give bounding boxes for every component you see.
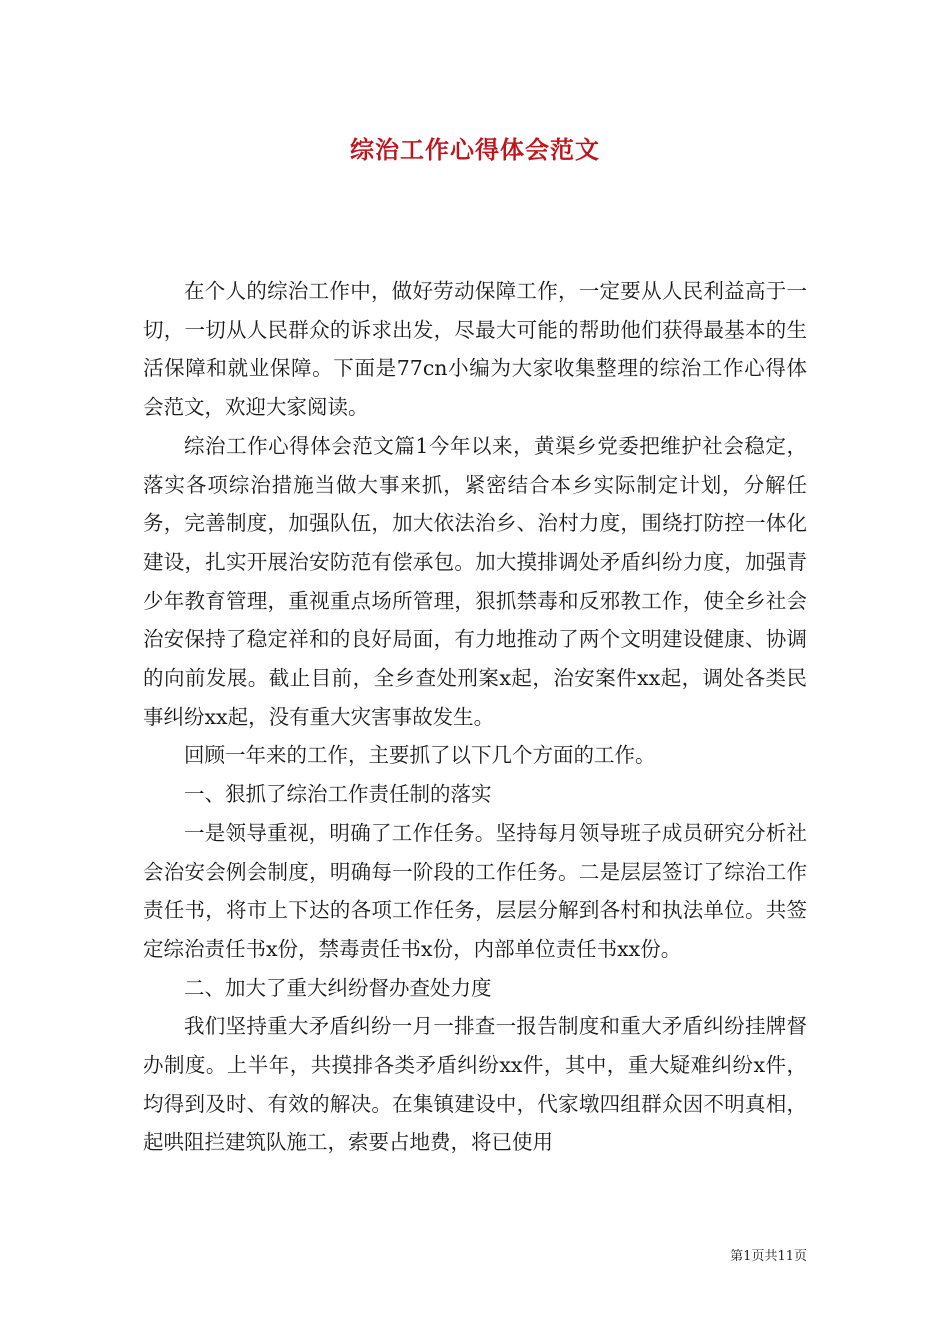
document-body: [143, 272, 807, 1162]
paragraph-section-1: 一是领导重视，明确了工作任务。坚持每月领导班子成员研究分析社会治安会例会制度，明确每一阶段的工作任务。二是层层签订了综治工作责任书，将市上下达的各项工作任务，层层分解到各村和执法单位。共签定综治责任书x份，禁毒责任书x份，内部单位责任书xx份。: [143, 820, 807, 961]
paragraph-review: 回顾一年来的工作，主要抓了以下几个方面的工作。: [184, 743, 656, 768]
paragraph-intro: 在个人的综治工作中，做好劳动保障工作，一定要从人民利益高于一切，一切从人民群众的诉求出发，尽最大可能的帮助他们获得最基本的生活保障和就业保障。下面是77cn小编为大家收集整理的综治工作心得体会范文，欢迎大家阅读。: [143, 279, 807, 420]
section-heading-1: 一、狠抓了综治工作责任制的落实: [184, 782, 492, 807]
page-number: 第1页共11页: [730, 1249, 807, 1264]
paragraph-part1: 综治工作心得体会范文篇1今年以来，黄渠乡党委把维护社会稳定，落实各项综治措施当做大事来抓，紧密结合本乡实际制定计划，分解任务，完善制度，加强队伍，加大依法治乡、治村力度，围绕打防控一体化建设，扎实开展治安防范有偿承包。加大摸排调处矛盾纠纷力度，加强青少年教育管理，重视重点场所管理，狠抓禁毒和反邪教工作，使全乡社会治安保持了稳定祥和的良好局面，有力地推动了两个文明建设健康、协调的向前发展。截止目前，全乡查处刑案x起，治安案件xx起，调处各类民事纠纷xx起，没有重大灾害事故发生。: [143, 433, 807, 729]
document-title: 综治工作心得体会范文: [350, 135, 600, 164]
section-heading-2: 二、加大了重大纠纷督办查处力度: [184, 975, 492, 1000]
paragraph-section-2: 我们坚持重大矛盾纠纷一月一排查一报告制度和重大矛盾纠纷挂牌督办制度。上半年，共摸排各类矛盾纠纷xx件，其中，重大疑难纠纷x件，均得到及时、有效的解决。在集镇建设中，代家墩四组群众因不明真相，起哄阻拦建筑队施工，索要占地费，将已使用: [143, 1014, 807, 1155]
